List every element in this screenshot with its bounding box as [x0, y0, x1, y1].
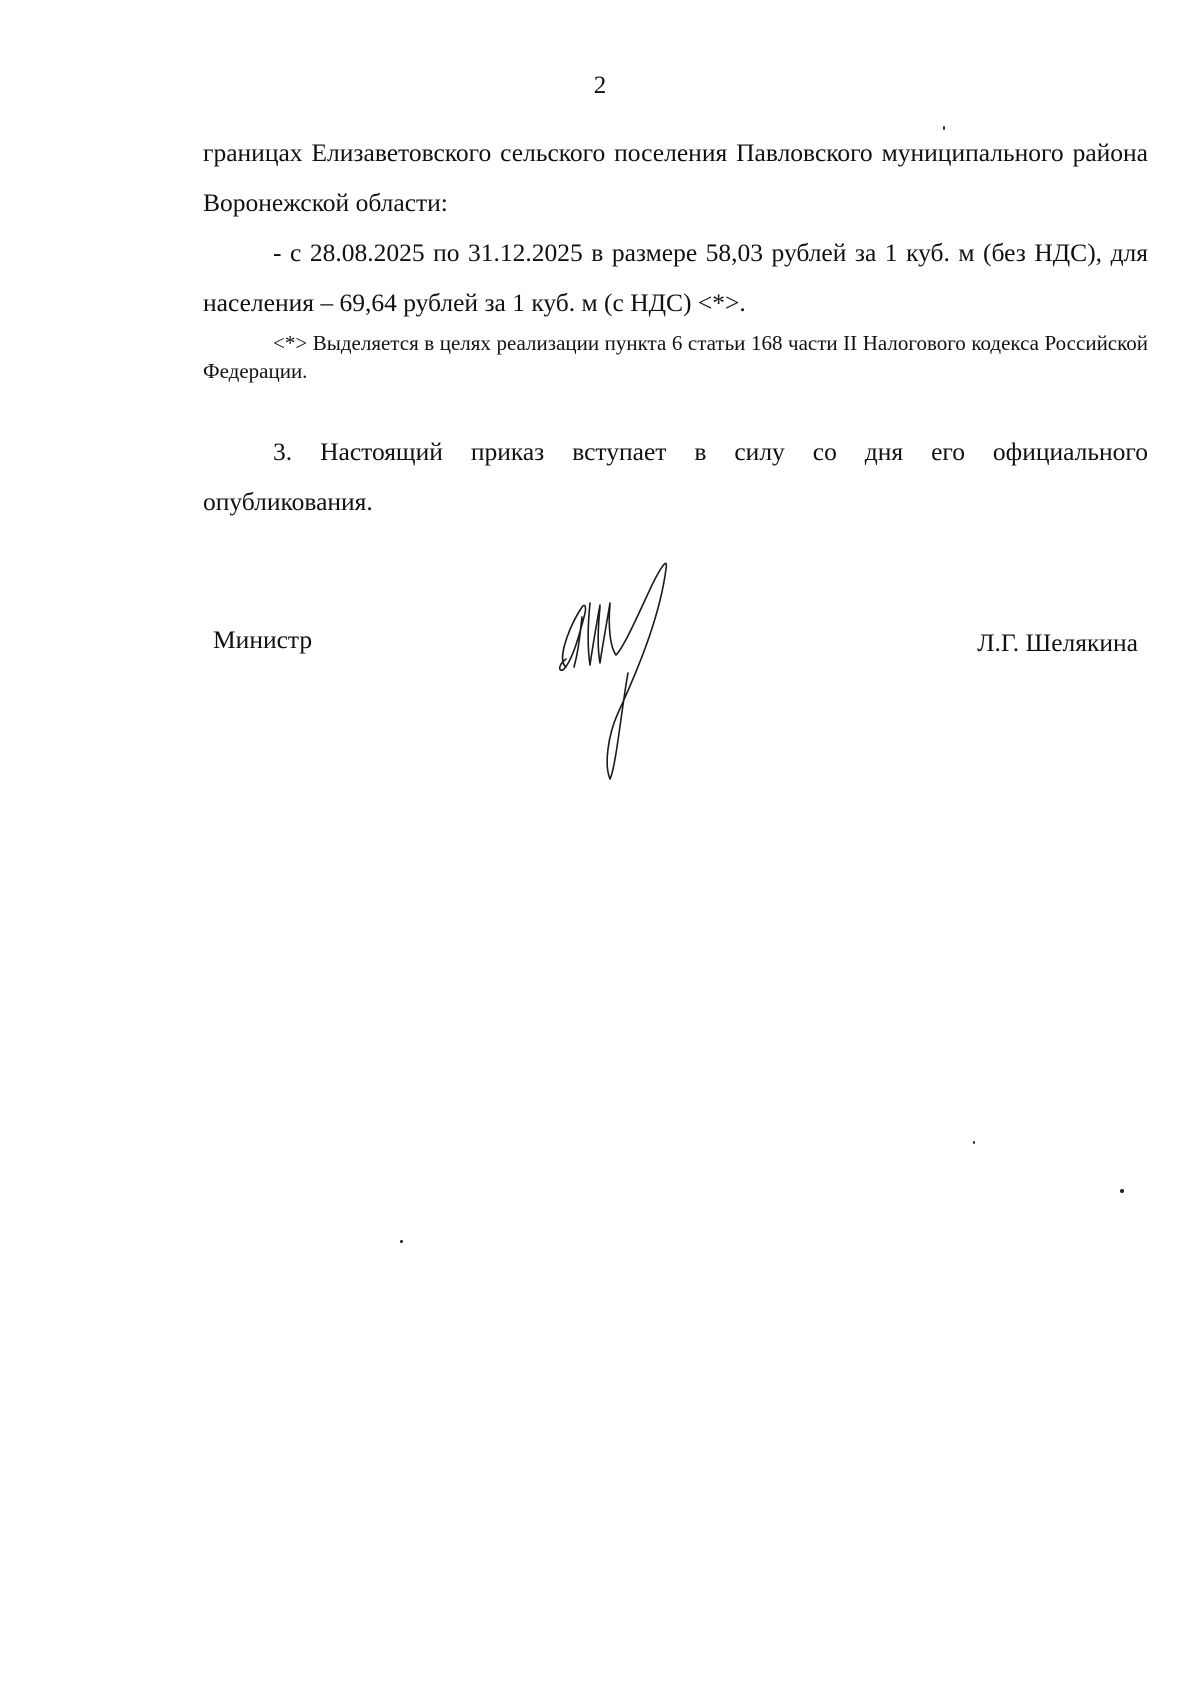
scan-speck	[1120, 1189, 1124, 1193]
paragraph-tariff: - с 28.08.2025 по 31.12.2025 в размере 58,03 рублей за 1 куб. м (без НДС), для населения – 69,64 рублей за 1 куб. м (с НДС) <*>.	[203, 238, 1148, 317]
signatory-title: Министр	[213, 625, 313, 654]
handwritten-signature	[552, 555, 682, 785]
paragraph-effective-date: 3. Настоящий приказ вступает в силу со дня его официального опубликования.	[203, 437, 1148, 516]
footnote: <*> Выделяется в целях реализации пункта 6 статьи 168 части II Налогового кодекса Российской Федерации.	[203, 331, 1148, 383]
scan-speck	[943, 126, 945, 130]
scan-speck	[973, 1141, 975, 1144]
page-number: 2	[593, 72, 607, 99]
scan-speck	[400, 1240, 403, 1243]
paragraph-continuation: границах Елизаветовского сельского поселения Павловского муниципального района Воронежской области:	[203, 138, 1148, 217]
signatory-name: Л.Г. Шелякина	[977, 628, 1138, 657]
